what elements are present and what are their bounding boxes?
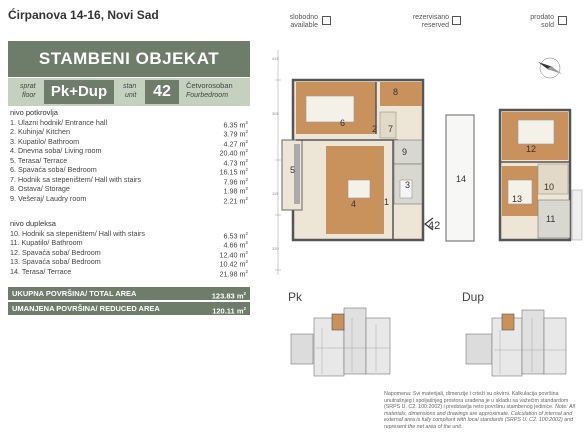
room-number-2: 2 bbox=[372, 124, 378, 134]
room-row: 8. Ostava/ Storage 1.98 $m^2$ bbox=[10, 184, 248, 196]
sofa-4 bbox=[348, 180, 370, 198]
room-row: 10. Hodnik sa stepeništem/ Hall with stairs 6.53 $m^2$ bbox=[10, 229, 248, 241]
room-number-12: 12 bbox=[526, 144, 537, 154]
unit-number: 42 bbox=[145, 80, 179, 104]
thumb-label-pk: Pk bbox=[288, 290, 303, 304]
room-number-6: 6 bbox=[340, 118, 346, 128]
status-available: slobodno available bbox=[289, 14, 318, 29]
room-number-10: 10 bbox=[544, 182, 555, 192]
unit-info-bar bbox=[8, 78, 250, 106]
room-row: 11. Kupatilo/ Bathroom 4.66 $m^2$ bbox=[10, 238, 248, 250]
compass-icon bbox=[538, 58, 562, 78]
thumb-label-dup: Dup bbox=[462, 290, 485, 304]
room-number-5: 5 bbox=[290, 165, 296, 175]
unit-marker: 42 bbox=[428, 220, 441, 232]
room-row: 1. Ulazni hodnik/ Entrance hall 6.35 $m^2$ bbox=[10, 118, 248, 130]
floor-label-en: floor bbox=[22, 92, 36, 99]
dim-label: 415 bbox=[272, 56, 279, 61]
status-sold: prodato sold bbox=[530, 14, 554, 29]
section-heading-duplex: nivo dupleksa bbox=[10, 219, 56, 228]
unit-type-sr: Četvorosoban bbox=[186, 81, 233, 90]
room-number-11: 11 bbox=[546, 214, 556, 224]
checkbox-sold[interactable] bbox=[558, 16, 567, 25]
room-8-floor bbox=[380, 82, 422, 106]
room-row: 2. Kuhinja/ Kitchen 3.79 $m^2$ bbox=[10, 127, 248, 139]
room-row: 9. Vešeraj/ Laudry room 2.21 $m^2$ bbox=[10, 194, 248, 206]
room-number-7: 7 bbox=[388, 124, 394, 134]
room-number-13: 13 bbox=[512, 194, 523, 204]
room-number-8: 8 bbox=[393, 87, 399, 97]
unit-label-en: unit bbox=[125, 92, 137, 99]
floor-plan bbox=[268, 40, 584, 286]
floor-value: Pk+Dup bbox=[44, 80, 114, 104]
building-banner: STAMBENI OBJEKAT bbox=[8, 41, 250, 77]
room-number-1: 1 bbox=[384, 197, 390, 207]
room-row: 4. Dnevna soba/ Living room 20.40 $m^2$ bbox=[10, 146, 248, 158]
room-row: 7. Hodnik sa stepeništem/ Hall with stairs 7.96 $m^2$ bbox=[10, 175, 248, 187]
highlight-unit bbox=[332, 314, 344, 330]
disclaimer-note: Napomena: Svi materijali, dimenzije i crteži su okvirni. Kalkulacija površina unutrašnjeg i spoljašnjeg prostora urađena je u skladu sa važećim standardom (SRPS U. C2. 100:2002) i predstavlja neto površinu stambenog jedinice. Note: All materials, dimensions and drawings are approximate. Calculation of internal and external area is fully compliant with local standards (SRPS U. C2. 100:2002) and represent the net area of the unit. bbox=[384, 391, 575, 430]
address-title: Ćirpanova 14-16, Novi Sad bbox=[8, 8, 159, 22]
bed-12 bbox=[518, 120, 554, 144]
room-row: 3. Kupatilo/ Bathroom 4.27 $m^2$ bbox=[10, 137, 248, 149]
dim-label: 320 bbox=[272, 246, 279, 251]
section-heading-attic: nivo potkrovlja bbox=[10, 108, 58, 117]
room-number-4: 4 bbox=[351, 199, 357, 209]
dim-label: 115 bbox=[272, 191, 279, 196]
room-number-9: 9 bbox=[402, 147, 408, 157]
bed-6 bbox=[306, 96, 354, 122]
thumbnail-duplex-plan bbox=[462, 288, 570, 386]
room-row: 6. Spavaća soba/ Bedroom 16.15 $m^2$ bbox=[10, 165, 248, 177]
room-row: 13. Spavaća soba/ Bedroom 10.42 $m^2$ bbox=[10, 257, 248, 269]
unit-type-en: Fourbedroom bbox=[186, 92, 229, 99]
room-9 bbox=[394, 140, 422, 164]
reduced-area-bar: UMANJENA POVRŠINA/ REDUCED AREA 120.11 $m^2$ bbox=[8, 302, 250, 315]
thumbnail-attic-plan bbox=[286, 288, 394, 386]
highlight-unit bbox=[502, 314, 514, 330]
room-row: 12. Spavaća soba/ Bedroom 12.40 $m^2$ bbox=[10, 248, 248, 260]
total-area-bar: UKUPNA POVRŠINA/ TOTAL AREA 123.83 $m^2$ bbox=[8, 287, 250, 300]
room-number-3: 3 bbox=[405, 180, 411, 190]
status-reserved: rezervisano reserved bbox=[412, 14, 449, 29]
room-row: 5. Terasa/ Terrace 4.73 $m^2$ bbox=[10, 156, 248, 168]
room-number-14: 14 bbox=[456, 174, 467, 184]
room-row: 14. Terasa/ Terrace 21.98 $m^2$ bbox=[10, 267, 248, 279]
unit-label-sr: stan bbox=[123, 83, 137, 90]
floor-label-sr: sprat bbox=[20, 83, 36, 90]
checkbox-reserved[interactable] bbox=[452, 16, 461, 25]
dim-label: 305 bbox=[272, 111, 279, 116]
checkbox-available[interactable] bbox=[322, 16, 331, 25]
